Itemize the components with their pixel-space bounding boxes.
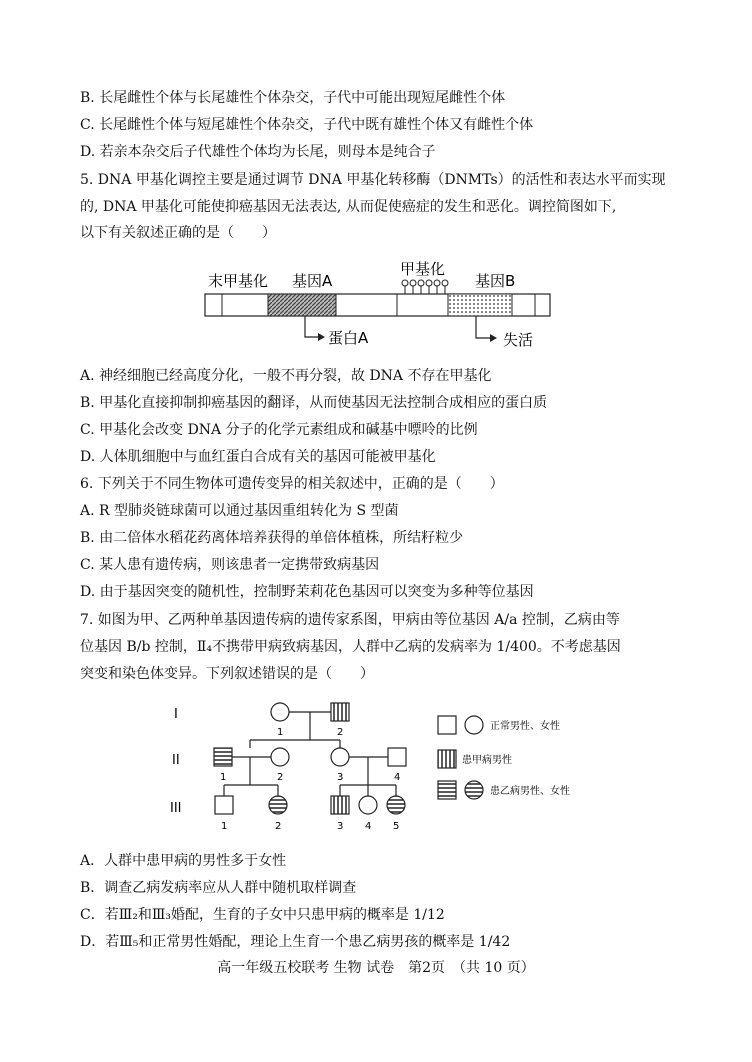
q7-stem-line3: 突变和染色体变异。下列叙述错误的是（ ） (80, 666, 374, 682)
q7-option-d: D．若Ⅲ₅和正常男性婚配，理论上生育一个患乙病男孩的概率是 1/42 (80, 934, 511, 950)
inactive-label: 失活 (503, 331, 534, 349)
q5-stem-line2: 的, DNA 甲基化可能使抑癌基因无法表达, 从而促使癌症的发生和恶化。调控简图如下, (80, 199, 617, 215)
iii5-number: 5 (393, 821, 400, 832)
q6-option-a: A. R 型肺炎链球菌可以通过基因重组转化为 S 型菌 (80, 503, 399, 519)
q6-option-d: D. 由于基因突变的随机性，控制野茉莉花色基因可以突变为多种等位基因 (80, 584, 534, 600)
gene-a-region (268, 294, 336, 316)
q7-stem-line1: 7. 如图为甲、乙两种单基因遗传病的遗传家系图，甲病由等位基因 A/a 控制，乙病由等 (80, 612, 620, 628)
arrow-to-protein-a (305, 316, 318, 337)
legend-jia-male-icon (438, 750, 456, 768)
iii5-yi-affected-female (387, 796, 405, 814)
gen-iii-label: III (170, 801, 182, 816)
q5-stem-line3: 以下有关叙述正确的是（ ） (80, 225, 276, 241)
q5-option-d: D. 人体肌细胞中与血红蛋白合成有关的基因可能被甲基化 (80, 449, 436, 465)
iii2-number: 2 (275, 821, 282, 832)
gen-ii-label: II (172, 753, 180, 768)
legend-normal-male-icon (438, 716, 456, 734)
iii3-number: 3 (337, 821, 344, 832)
legend-yi-female-icon (465, 781, 483, 799)
i2-number: 2 (337, 727, 344, 738)
q6-option-c: C. 某人患有遗传病，则该患者一定携带致病基因 (80, 557, 380, 573)
ii4-normal-male (388, 748, 406, 766)
arrowhead-icon (318, 333, 325, 341)
ii2-number: 2 (277, 772, 284, 783)
ii1-number: 1 (220, 772, 227, 783)
ii1-yi-affected-male (214, 748, 232, 766)
q6-stem: 6. 下列关于不同生物体可遗传变异的相关叙述中，正确的是（ ） (80, 476, 504, 492)
q7-option-b: B．调查乙病发病率应从人群中随机取样调查 (80, 880, 357, 896)
q7-stem-line2: 位基因 B/b 控制，Ⅱ₄不携带甲病致病基因，人群中乙病的发病率为 1/400。不考虑基因 (80, 639, 621, 655)
q4-option-b: B. 长尾雌性个体与长尾雄性个体杂交，子代中可能出现短尾雌性个体 (80, 90, 506, 106)
iii1-normal-male (215, 796, 233, 814)
ii3-number: 3 (337, 772, 344, 783)
arrowhead-icon (490, 334, 497, 342)
legend-yi-male-icon (438, 781, 456, 799)
iii4-number: 4 (365, 821, 372, 832)
legend-yi-label: 患乙病男性、女性 (490, 786, 570, 797)
i1-number: 1 (277, 727, 284, 738)
pedigree-chart (160, 690, 600, 840)
gene-a-label: 基因A (292, 272, 333, 290)
ii2-normal-female (271, 748, 289, 766)
i2-jia-affected-male (331, 703, 349, 721)
protein-a-label: 蛋白A (328, 329, 369, 347)
q4-option-d: D. 若亲本杂交后子代雄性个体均为长尾，则母本是纯合子 (80, 144, 436, 160)
unmethylated-label: 末甲基化 (208, 272, 269, 290)
q5-option-b: B. 甲基化直接抑制抑癌基因的翻译，从而使基因无法控制合成相应的蛋白质 (80, 395, 548, 411)
gen-i-label: I (174, 707, 178, 722)
gene-b-label: 基因B (475, 272, 516, 290)
q5-option-c: C. 甲基化会改变 DNA 分子的化学元素组成和碱基中嘌呤的比例 (80, 422, 478, 438)
q7-option-a: A．人群中患甲病的男性多于女性 (80, 853, 287, 869)
iii1-number: 1 (221, 821, 228, 832)
legend-normal-female-icon (465, 716, 483, 734)
iii3-jia-affected-male (331, 796, 349, 814)
arrow-to-inactive (476, 316, 490, 338)
i1-normal-female (271, 703, 289, 721)
ii4-number: 4 (394, 772, 401, 783)
iii2-yi-affected-female (269, 796, 287, 814)
q5-option-a: A. 神经细胞已经高度分化，一般不再分裂，故 DNA 不存在甲基化 (80, 368, 492, 384)
q7-option-c: C．若Ⅲ₂和Ⅲ₃婚配，生育的子女中只患甲病的概率是 1/12 (80, 907, 445, 923)
legend-jia-label: 患甲病男性 (462, 755, 512, 766)
dna-methylation-diagram (200, 258, 560, 358)
q5-stem-line1: 5. DNA 甲基化调控主要是通过调节 DNA 甲基化转移酶（DNMTs）的活性和表达水平而实现 (80, 172, 666, 188)
iii4-normal-female (359, 796, 377, 814)
gene-b-region (448, 294, 512, 316)
methyl-group-markers (402, 280, 448, 294)
q6-option-b: B. 由二倍体水稻花药离体培养获得的单倍体植株，所结籽粒少 (80, 530, 464, 546)
page-footer: 高一年级五校联考 生物 试卷 第2页 （共 10 页） (217, 960, 535, 976)
legend-normal-label: 正常男性、女性 (490, 721, 560, 732)
ii3-normal-female (331, 748, 349, 766)
methylated-label: 甲基化 (400, 260, 446, 278)
q4-option-c: C. 长尾雌性个体与短尾雄性个体杂交，子代中既有雄性个体又有雌性个体 (80, 117, 534, 133)
